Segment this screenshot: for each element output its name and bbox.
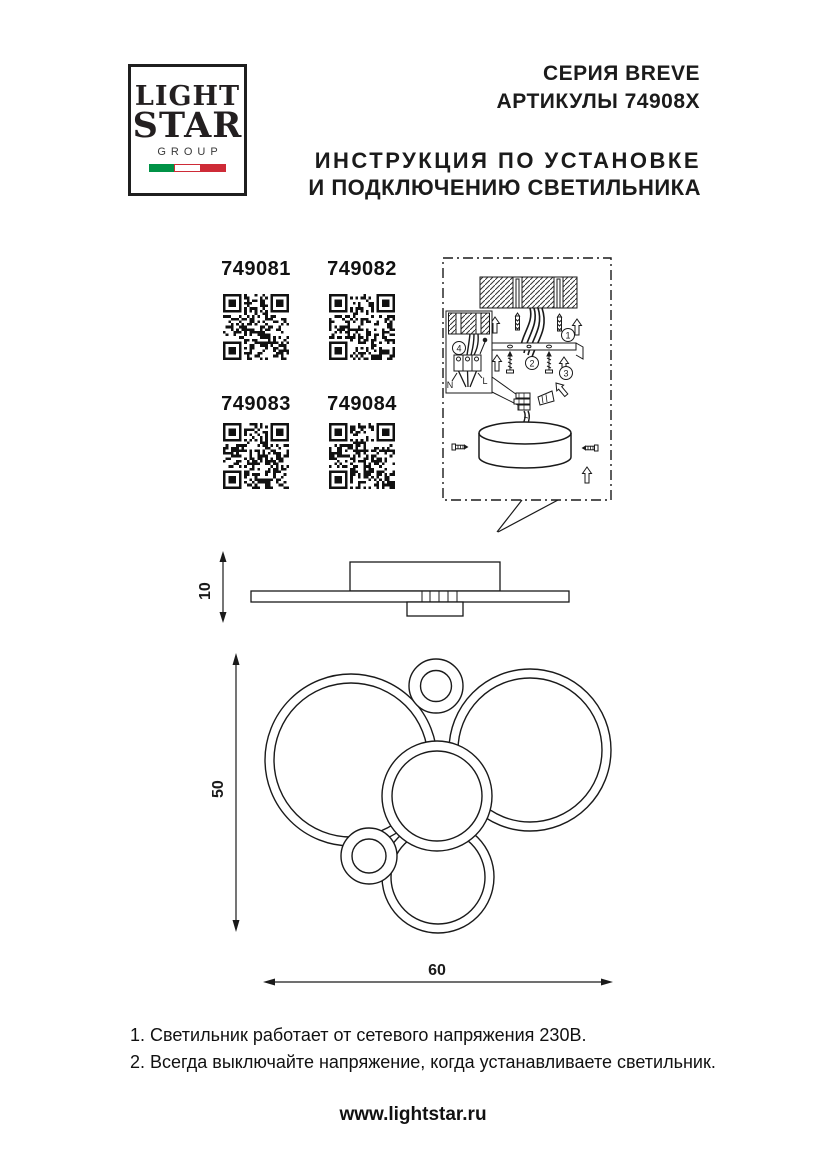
qr-cell-749082 [322,259,402,360]
logo-text-star: STAR [132,105,243,146]
svg-text:10: 10 [197,582,214,600]
qr-code-icon [329,423,395,489]
series-title: СЕРИЯ BREVE [542,62,700,85]
installation-diagram [440,255,615,535]
svg-text:4: 4 [456,343,462,354]
svg-text:3: 3 [563,368,569,379]
svg-text:1: 1 [565,330,571,341]
instruction-line-2: И ПОДКЛЮЧЕНИЮ СВЕТИЛЬНИКА [308,175,701,200]
ring-small-left [341,828,397,884]
logo-text-group: GROUP [157,146,223,159]
fixture-profile [251,562,569,616]
ceiling-hatched [480,277,577,308]
italian-flag-stripe [149,164,227,172]
step-4-badge [453,342,466,355]
step-3-badge [560,367,573,380]
height-dimension-50 [210,653,240,932]
articles-title: АРТИКУЛЫ 74908X [496,90,700,113]
flag-green-segment [149,164,174,172]
canopy-base [479,422,571,468]
instruction-heading [308,147,701,201]
qr-code-icon [223,423,289,489]
qr-cell-749084 [322,394,402,489]
qr-code-icon [223,294,289,360]
step-2-badge [526,357,539,370]
flag-white-segment [174,164,201,172]
canopy-side-screws [452,444,598,451]
qr-label: 749084 [327,393,397,415]
step-1-badge [562,329,575,342]
svg-text:2: 2 [529,358,535,369]
website-url: www.lightstar.ru [339,1104,487,1125]
qr-label: 749083 [221,393,291,415]
svg-text:60: 60 [428,962,446,979]
flag-red-segment [201,164,226,172]
terminal-label-l: L [482,376,488,386]
series-heading [497,60,700,116]
top-view-drawing [200,645,620,990]
lightstar-logo [128,64,247,196]
qr-code-icon [329,294,395,360]
height-dimension [197,551,227,623]
qr-cell-749081 [216,259,296,360]
callout-leader-lines [497,500,558,532]
terminal-label-n: N [446,380,454,390]
note-1: 1. Светильник работает от сетевого напряжения 230В. [130,1025,587,1045]
qr-label: 749081 [221,258,291,280]
side-view-drawing [180,545,590,625]
ring-small-top [409,659,463,713]
wire-connectors [492,377,570,410]
qr-cell-749083 [216,394,296,489]
qr-label: 749082 [327,258,397,280]
safety-notes [130,1022,716,1076]
svg-text:50: 50 [210,780,227,798]
final-lift-arrow [583,467,592,483]
instruction-line-1: ИНСТРУКЦИЯ ПО УСТАНОВКЕ [314,148,701,173]
logo-text-light: LIGHT [134,81,241,112]
note-2: 2. Всегда выключайте напряжение, когда устанавливаете светильник. [130,1052,716,1072]
width-dimension-60 [263,962,613,986]
ring-center [382,741,492,851]
